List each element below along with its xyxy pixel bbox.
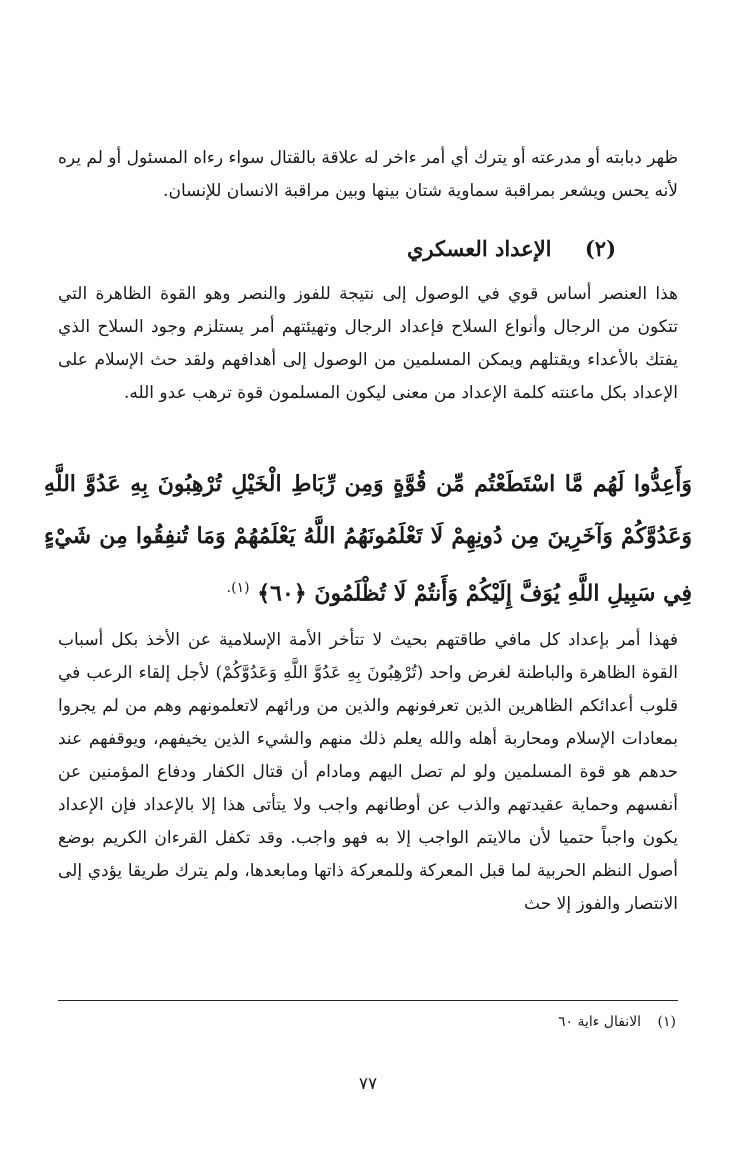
section-number: (٢) (584, 236, 616, 261)
paragraph-text: ظهر دبابته أو مدرعته أو يترك أي أمر ءاخر له علاقة بالقتال سواء رءاه المسئول أو لم يره لأنه يحس ويشعر بمراقبة سماوية شتان بينها وبين مراقبة الانسان للإنسان. (57, 148, 678, 201)
body-paragraph-military (58, 278, 678, 410)
quran-verse (44, 458, 692, 619)
section-title: الإعداد العسكري (406, 236, 552, 261)
verse-text: وَأَعِدُّوا لَهُم مَّا اسْتَطَعْتُم مِّن قُوَّةٍ وَمِن رِّبَاطِ الْخَيْلِ تُرْهِبُونَ بِهِ عَدُوَّ اللَّهِ وَعَدُوَّكُمْ وَآخَرِينَ مِن دُونِهِمْ لَا تَعْلَمُونَهُمُ اللَّهُ يَعْلَمُهُمْ وَمَا تُنفِقُوا مِن شَيْءٍ فِي سَبِيلِ اللَّهِ يُوَفَّ إِلَيْكُمْ وَأَنتُمْ لَا تُظْلَمُونَ ﴿٦٠﴾ (44, 471, 692, 607)
footnote-divider (58, 1000, 678, 1001)
body-paragraph-commentary (58, 624, 678, 921)
paragraph-text: فهذا أمر بإعداد كل مافي طاقتهم بحيث لا تتأخر الأمة الإسلامية عن الأخذ بكل أسباب القوة الظاهرة والباطنة لغرض واحد (تُرْهِبُونَ بِهِ عَدُوَّ اللَّهِ وَعَدُوَّكُمْ) لأجل إلقاء الرعب في قلوب أعدائكم الظاهرين الذين تعرفونهم والذين من ورائهم لاتعلمونهم وهم من لم يجروا بمعادات الإسلام ومحاربة أهله والله يعلم ذلك منهم والشيء الذين يخيفهم، ويوقفهم عند حدهم هو قوة المسلمين ولو لم تصل اليهم ومادام أن قتال الكفار ودفاع المؤمنين عن أنفسهم وحماية عقيدتهم والذب عن أوطانهم واجب ولا يتأتى هذا إلا بالإعداد فإن الإعداد يكون واجباً حتميا لأن مالايتم الواجب إلا به فهو واجب. وقد تكفل القرءان الكريم بوضع أصول النظم الحربية لما قبل المعركة وللمعركة ذاتها ومابعدها، ولم يترك طريقا يؤدي إلى الانتصار والفوز إلا حث (58, 630, 678, 914)
section-heading (407, 236, 616, 261)
footnote-marker: (١). (226, 580, 250, 596)
footnote (558, 1014, 676, 1030)
page-number: ٧٧ (358, 1074, 378, 1094)
footnote-number: (١) (657, 1014, 676, 1030)
body-paragraph-intro (58, 142, 678, 208)
footnote-text: الانفال ءاية ٦٠ (557, 1014, 642, 1030)
paragraph-text: هذا العنصر أساس قوي في الوصول إلى نتيجة للفوز والنصر وهو القوة الظاهرة التي تتكون من الرجال وأنواع السلاح فإعداد الرجال وتهيئتهم أمر يستلزم وجود السلاح الذي يفتك بالأعداء ويقتلهم ويمكن المسلمين من الوصول إلى أهدافهم ولقد حث الإسلام على الإعداد بكل ماعنته كلمة الإعداد من معنى ليكون المسلمون قوة ترهب عدو الله. (58, 284, 678, 403)
